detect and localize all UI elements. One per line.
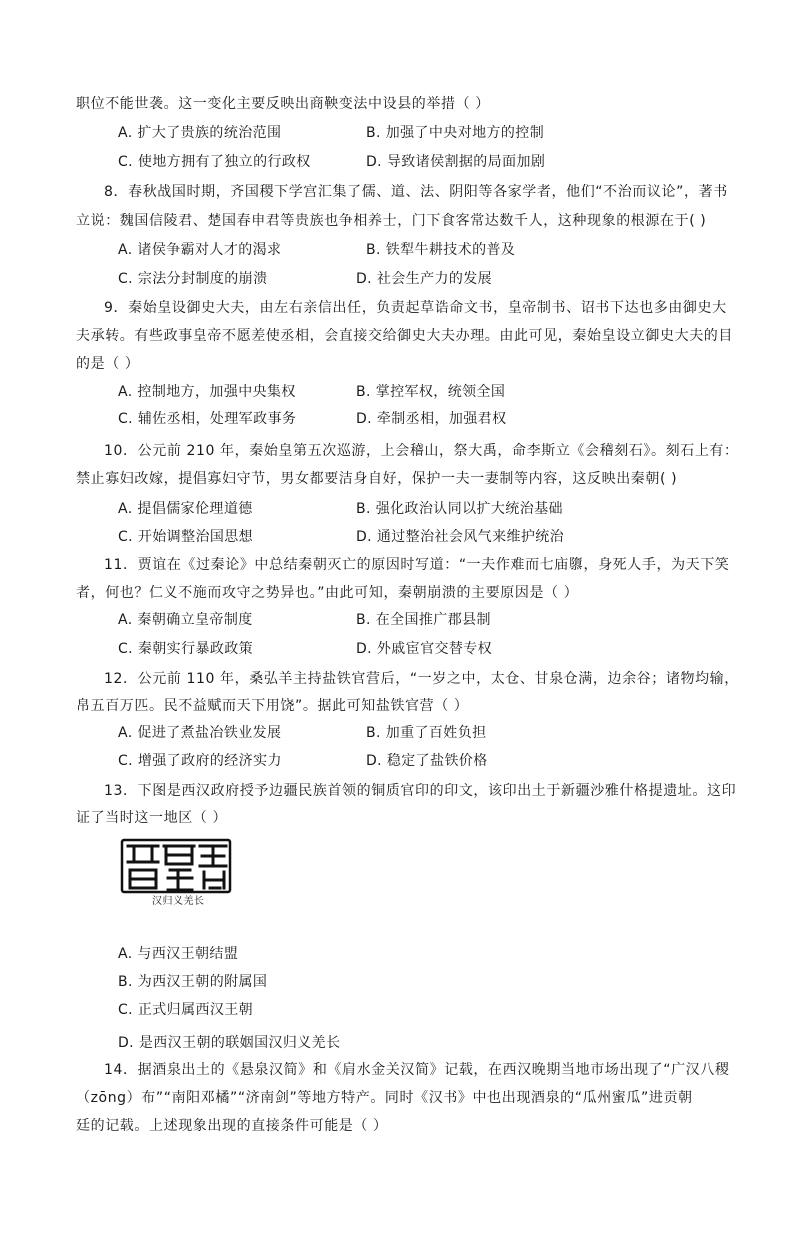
option-b: B. 加重了百姓负担: [366, 725, 487, 741]
option-a: A. 秦朝确立皇帝制度: [118, 612, 253, 628]
option-d: D. 牵制丞相，加强君权: [356, 411, 507, 427]
question-9-line-1: 9．秦始皇设御史大夫，由左右亲信出任，负责起草诰命文书，皇帝制书、诏书下达也多由御史大: [104, 300, 727, 316]
question-12-line-1: 12．公元前 110 年，桑弘羊主持盐铁官营后，“一岁之中，太仓、甘泉仓满，边余谷；诸物均输，: [104, 671, 739, 687]
question-9-line-3: 的是（ ）: [76, 356, 140, 372]
option-b: B. 掌控军权，统领全国: [356, 384, 506, 400]
option-a: A. 诸侯争霸对人才的渴求: [118, 242, 282, 258]
option-c: C. 正式归属西汉王朝: [118, 1002, 254, 1018]
option-c: C. 辅佐丞相，处理军政事务: [118, 411, 297, 427]
option-c: C. 宗法分封制度的崩溃: [118, 271, 268, 287]
question-10-line-2: 禁止寡妇改嫁，提倡寡妇守节，男女都要洁身自好，保护一夫一妻制等内容，这反映出秦朝( ): [76, 471, 678, 487]
option-c: C. 增强了政府的经济实力: [118, 753, 282, 769]
question-13-line-1: 13．下图是西汉政府授予边疆民族首领的铜质官印的印文，该印出土于新疆沙雅什格提遗址。这印: [104, 783, 737, 799]
option-c: C. 使地方拥有了独立的行政权: [118, 154, 311, 170]
option-d: D. 导致诸侯割据的局面加剧: [366, 154, 546, 170]
option-b: B. 强化政治认同以扩大统治基础: [356, 501, 563, 517]
seal-caption: 汉归义羌长: [152, 896, 205, 907]
option-b: B. 铁犁牛耕技术的普及: [366, 242, 516, 258]
seal-impression-image: [120, 838, 232, 910]
option-d: D. 外戚宦官交替专权: [356, 641, 493, 657]
option-d: D. 是西汉王朝的联姻国汉归义羌长: [118, 1035, 341, 1051]
option-a: A. 控制地方，加强中央集权: [118, 384, 296, 400]
question-12-line-2: 帛五百万匹。民不益赋而天下用饶”。据此可知盐铁官营（ ）: [76, 698, 469, 714]
option-d: D. 社会生产力的发展: [356, 271, 493, 287]
option-d: D. 通过整治社会风气来维护统治: [356, 529, 565, 545]
question-14-line-2: （zōng）布”“南阳邓橘”“济南剑”等地方特产。同时《汉书》中也出现酒泉的“瓜州蜜瓜”进贡朝: [76, 1090, 693, 1106]
question-8-line-2: 立说：魏国信陵君、楚国春申君等贵族也争相养士，门下食客常达数千人，这种现象的根源在于( ): [76, 213, 707, 229]
question-7-tail: 职位不能世袭。这一变化主要反映出商鞅变法中设县的举措（ ）: [76, 96, 490, 112]
option-a: A. 促进了煮盐冶铁业发展: [118, 725, 282, 741]
option-b: B. 加强了中央对地方的控制: [366, 125, 545, 141]
option-b: B. 为西汉王朝的附属国: [118, 974, 268, 990]
question-13-line-2: 证了当时这一地区（ ）: [76, 810, 228, 826]
question-14-line-3: 廷的记载。上述现象出现的直接条件可能是（ ）: [76, 1118, 388, 1134]
option-a: A. 提倡儒家伦理道德: [118, 501, 253, 517]
question-14-line-1: 14．据酒泉出土的《悬泉汉简》和《肩水金关汉简》记载，在西汉晚期当地市场出现了“广汉八稷: [104, 1062, 730, 1078]
option-a: A. 与西汉王朝结盟: [118, 946, 239, 962]
option-a: A. 扩大了贵族的统治范围: [118, 125, 282, 141]
option-b: B. 在全国推广郡县制: [356, 612, 491, 628]
option-d: D. 稳定了盐铁价格: [366, 753, 488, 769]
question-8-line-1: 8．春秋战国时期，齐国稷下学宫汇集了儒、道、法、阴阳等各家学者，他们“不治而议论”，著书: [104, 184, 728, 200]
option-c: C. 开始调整治国思想: [118, 529, 254, 545]
question-11-line-1: 11．贾谊在《过秦论》中总结秦朝灭亡的原因时写道：“一夫作难而七庙隳，身死人手，为天下笑: [104, 557, 730, 573]
option-c: C. 秦朝实行暴政政策: [118, 641, 254, 657]
question-9-line-2: 夫承转。有些政事皇帝不愿差使丞相，会直接交给御史大夫办理。由此可见，秦始皇设立御史大夫的目: [76, 328, 733, 344]
question-10-line-1: 10．公元前 210 年，秦始皇第五次巡游，上会稽山，祭大禹，命李斯立《会稽刻石》。刻石上有：: [104, 443, 739, 459]
question-11-line-2: 者，何也？仁义不施而攻守之势异也。”由此可知，秦朝崩溃的主要原因是（ ）: [76, 585, 579, 601]
